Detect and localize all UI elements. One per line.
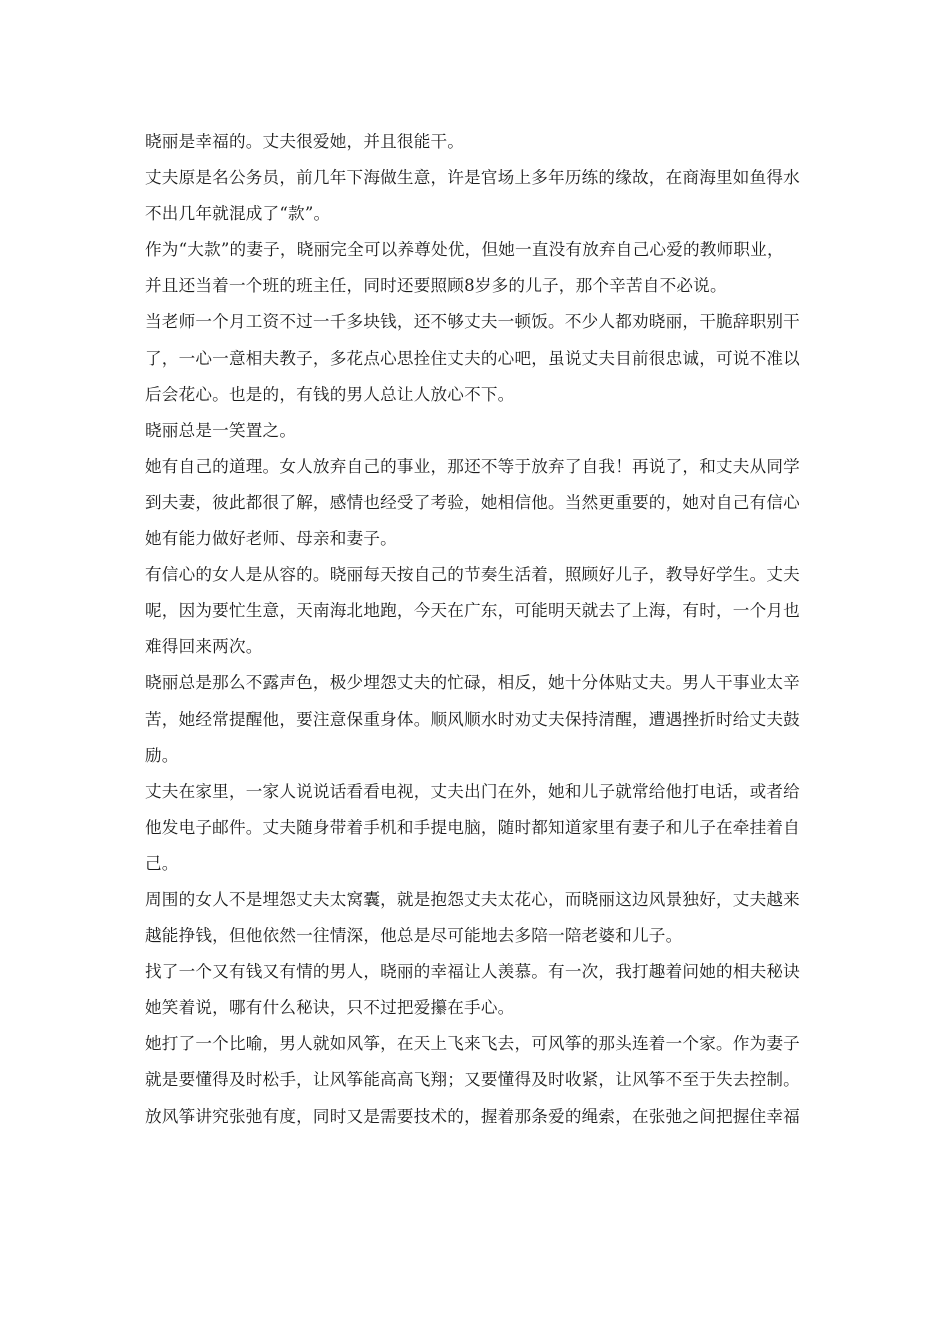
text-line: 呢，因为要忙生意，天南海北地跑，今天在广东，可能明天就去了上海，有时，一个月也: [145, 601, 800, 621]
text-line: 作为“大款”的妻子，晓丽完全可以养尊处优，但她一直没有放弃自己心爱的教师职业，: [145, 240, 784, 260]
text-line: 她有自己的道理。女人放弃自己的事业，那还不等于放弃了自我！再说了，和丈夫从同学: [145, 456, 800, 476]
text-line: 了，一心一意相夫教子，多花点心思拴住丈夫的心吧，虽说丈夫目前很忠诚，可说不准以: [145, 348, 800, 368]
article-body: [145, 124, 810, 1135]
text-line: 有信心的女人是从容的。晓丽每天按自己的节奏生活着，照顾好儿子，教导好学生。丈夫: [145, 565, 800, 585]
text-line: 到夫妻，彼此都很了解，感情也经受了考验，她相信他。当然更重要的，她对自己有信心: [145, 492, 800, 512]
text-line: 越能挣钱，但他依然一往情深，他总是尽可能地去多陪一陪老婆和儿子。: [145, 926, 683, 946]
text-line: 难得回来两次。: [145, 637, 263, 657]
text-line: 丈夫原是名公务员，前几年下海做生意，许是官场上多年历练的缘故，在商海里如鱼得水: [145, 168, 800, 188]
text-line: 晓丽是幸福的。丈夫很爱她，并且很能干。: [145, 132, 465, 151]
text-line: 己。: [145, 853, 179, 873]
text-line: 周围的女人不是埋怨丈夫太窝囊，就是抱怨丈夫太花心，而晓丽这边风景独好，丈夫越来: [145, 889, 800, 909]
text-line: 她笑着说，哪有什么秘诀，只不过把爱攥在手心。: [145, 998, 515, 1018]
text-line: 他发电子邮件。丈夫随身带着手机和手提电脑，随时都知道家里有妻子和儿子在牵挂着自: [145, 817, 800, 837]
text-line: 并且还当着一个班的班主任，同时还要照顾8岁多的儿子，那个辛苦自不必说。: [145, 276, 727, 296]
text-line: 她打了一个比喻，男人就如风筝，在天上飞来飞去，可风筝的那头连着一个家。作为妻子: [145, 1034, 800, 1054]
text-line: 找了一个又有钱又有情的男人，晓丽的幸福让人羡慕。有一次，我打趣着问她的相夫秘诀: [145, 962, 800, 982]
text-line: 励。: [145, 745, 179, 765]
text-line: 晓丽总是那么不露声色，极少埋怨丈夫的忙碌，相反，她十分体贴丈夫。男人干事业太辛: [145, 673, 800, 693]
text-line: 苦，她经常提醒他，要注意保重身体。顺风顺水时劝丈夫保持清醒，遭遇挫折时给丈夫鼓: [145, 709, 800, 729]
text-line: 就是要懂得及时松手，让风筝能高高飞翔；又要懂得及时收紧，让风筝不至于失去控制。: [145, 1070, 800, 1090]
text-line: 晓丽总是一笑置之。: [145, 420, 297, 440]
text-line: 后会花心。也是的，有钱的男人总让人放心不下。: [145, 384, 515, 404]
text-line: 放风筝讲究张弛有度，同时又是需要技术的，握着那条爱的绳索，在张弛之间把握住幸福: [145, 1106, 800, 1126]
text-line: 她有能力做好老师、母亲和妻子。: [145, 529, 397, 549]
text-line: 当老师一个月工资不过一千多块钱，还不够丈夫一顿饭。不少人都劝晓丽，干脆辞职别干: [145, 312, 800, 332]
text-line: 丈夫在家里，一家人说说话看看电视，丈夫出门在外，她和儿子就常给他打电话，或者给: [145, 781, 800, 801]
text-line: 不出几年就混成了“款”。: [145, 204, 331, 224]
